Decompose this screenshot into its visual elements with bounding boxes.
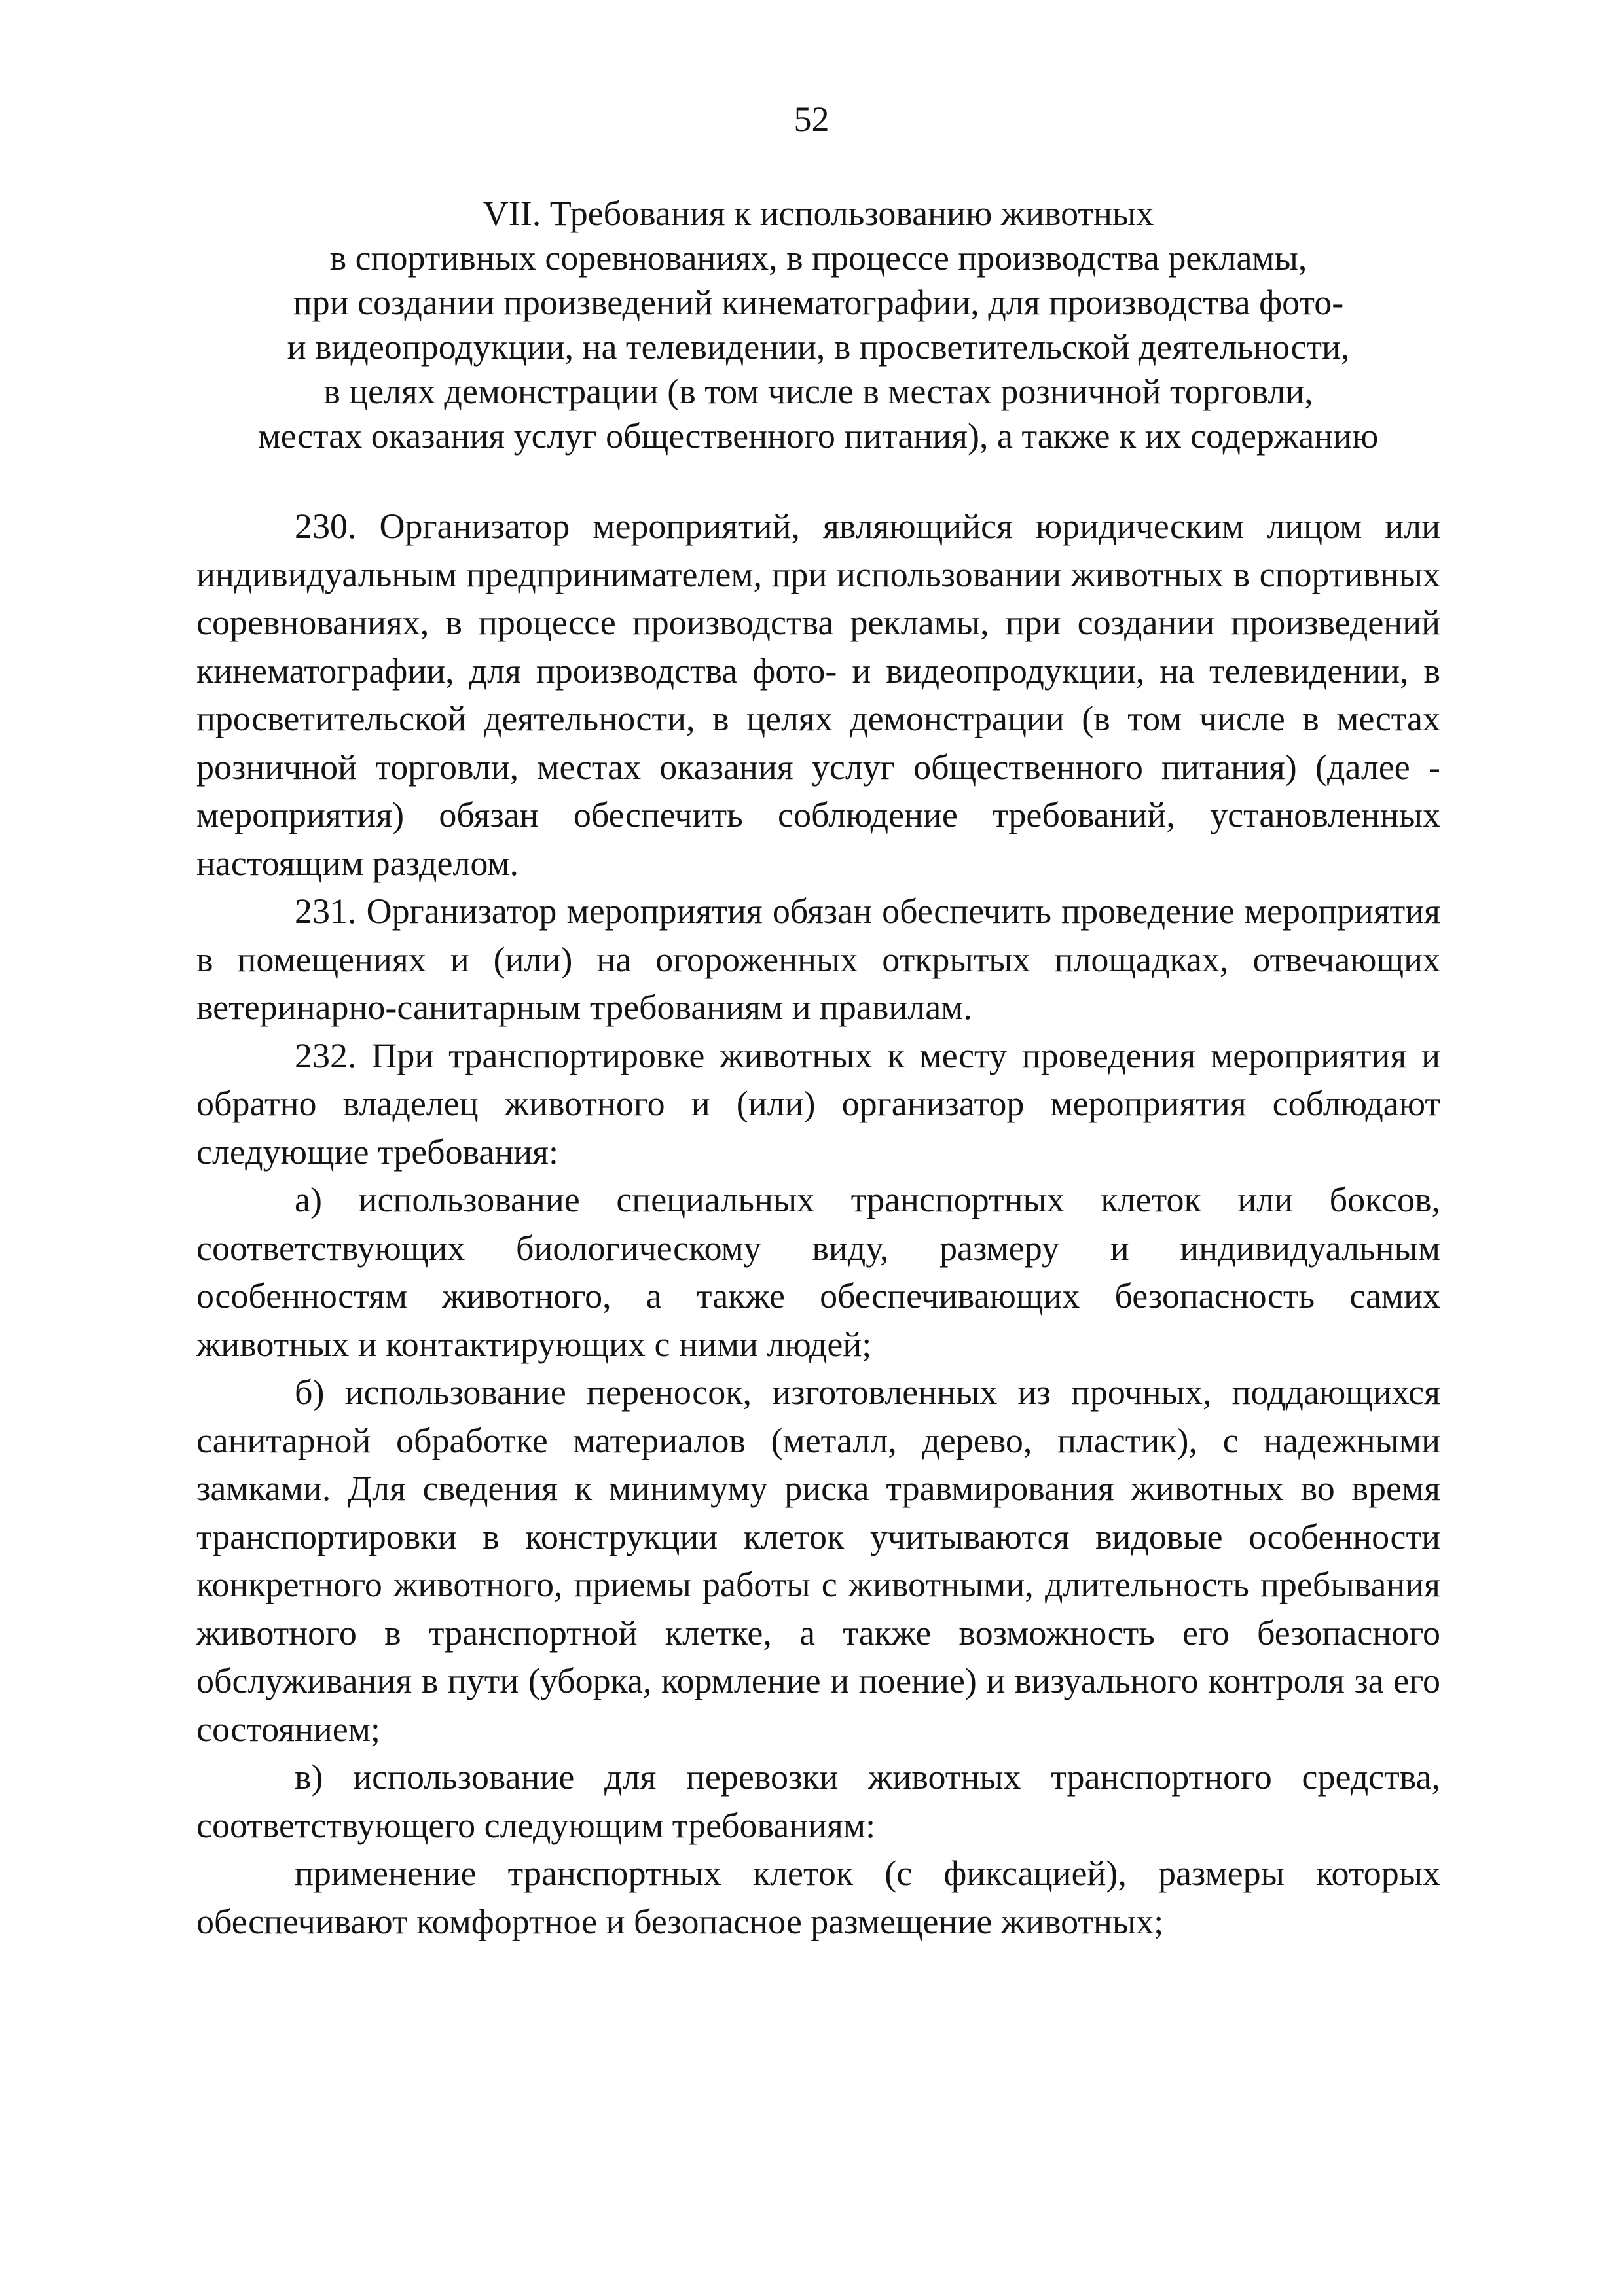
section-title-line: при создании произведений кинематографии, для производства фото- xyxy=(293,283,1344,322)
section-title-line: местах оказания услуг общественного питания), а также к их содержанию xyxy=(258,416,1379,456)
paragraph-232-v-item: применение транспортных клеток (с фиксацией), размеры которых обеспечивают комфортное и безопасное размещение животных; xyxy=(196,1854,1440,1941)
paragraph-231: 231. Организатор мероприятия обязан обеспечить проведение мероприятия в помещениях и (или) на огороженных открытых площадках, отвечающих ветеринарно-санитарным требованиям и правилам. xyxy=(196,891,1440,1027)
section-title xyxy=(196,191,1440,458)
paragraph-232-v: в) использование для перевозки животных транспортного средства, соответствующего следующим требованиям: xyxy=(196,1757,1440,1845)
paragraph-232: 232. При транспортировке животных к месту проведения мероприятия и обратно владелец животного и (или) организатор мероприятия соблюдают следующие требования: xyxy=(196,1035,1440,1172)
section-title-line: в спортивных соревнованиях, в процессе производства рекламы, xyxy=(329,238,1307,278)
body-text xyxy=(196,503,1440,1946)
section-title-line: VII. Требования к использованию животных xyxy=(483,194,1154,233)
section-title-line: и видеопродукции, на телевидении, в просветительской деятельности, xyxy=(287,327,1350,367)
paragraph-230: 230. Организатор мероприятий, являющийся юридическим лицом или индивидуальным предпринимателем, при использовании животных в спортивных соревнованиях, в процессе производства рекламы, при создании произведений кинематографии, для производства фото- и видеопродукции, на телевидении, в просветительской деятельности, в целях демонстрации (в том числе в местах розничной торговли, местах оказания услуг общественного питания) (далее - мероприятия) обязан обеспечить соблюдение требований, установленных настоящим разделом. xyxy=(196,507,1440,883)
paragraph-232-b: б) использование переносок, изготовленных из прочных, поддающихся санитарной обработке материалов (металл, дерево, пластик), с надежными замками. Для сведения к минимуму риска травмирования животных во время транспортировки в конструкции клеток учитываются видовые особенности конкретного животного, приемы работы с животными, длительность пребывания животного в транспортной клетке, а также возможность его безопасного обслуживания в пути (уборка, кормление и поение) и визуального контроля за его состоянием; xyxy=(196,1372,1440,1749)
section-title-line: в целях демонстрации (в том числе в местах розничной торговли, xyxy=(323,372,1313,411)
page-number: 52 xyxy=(793,99,830,139)
paragraph-232-a: а) использование специальных транспортных клеток или боксов, соответствующих биологическому виду, размеру и индивидуальным особенностям животного, а также обеспечивающих безопасность самих животных и контактирующих с ними людей; xyxy=(196,1180,1440,1364)
